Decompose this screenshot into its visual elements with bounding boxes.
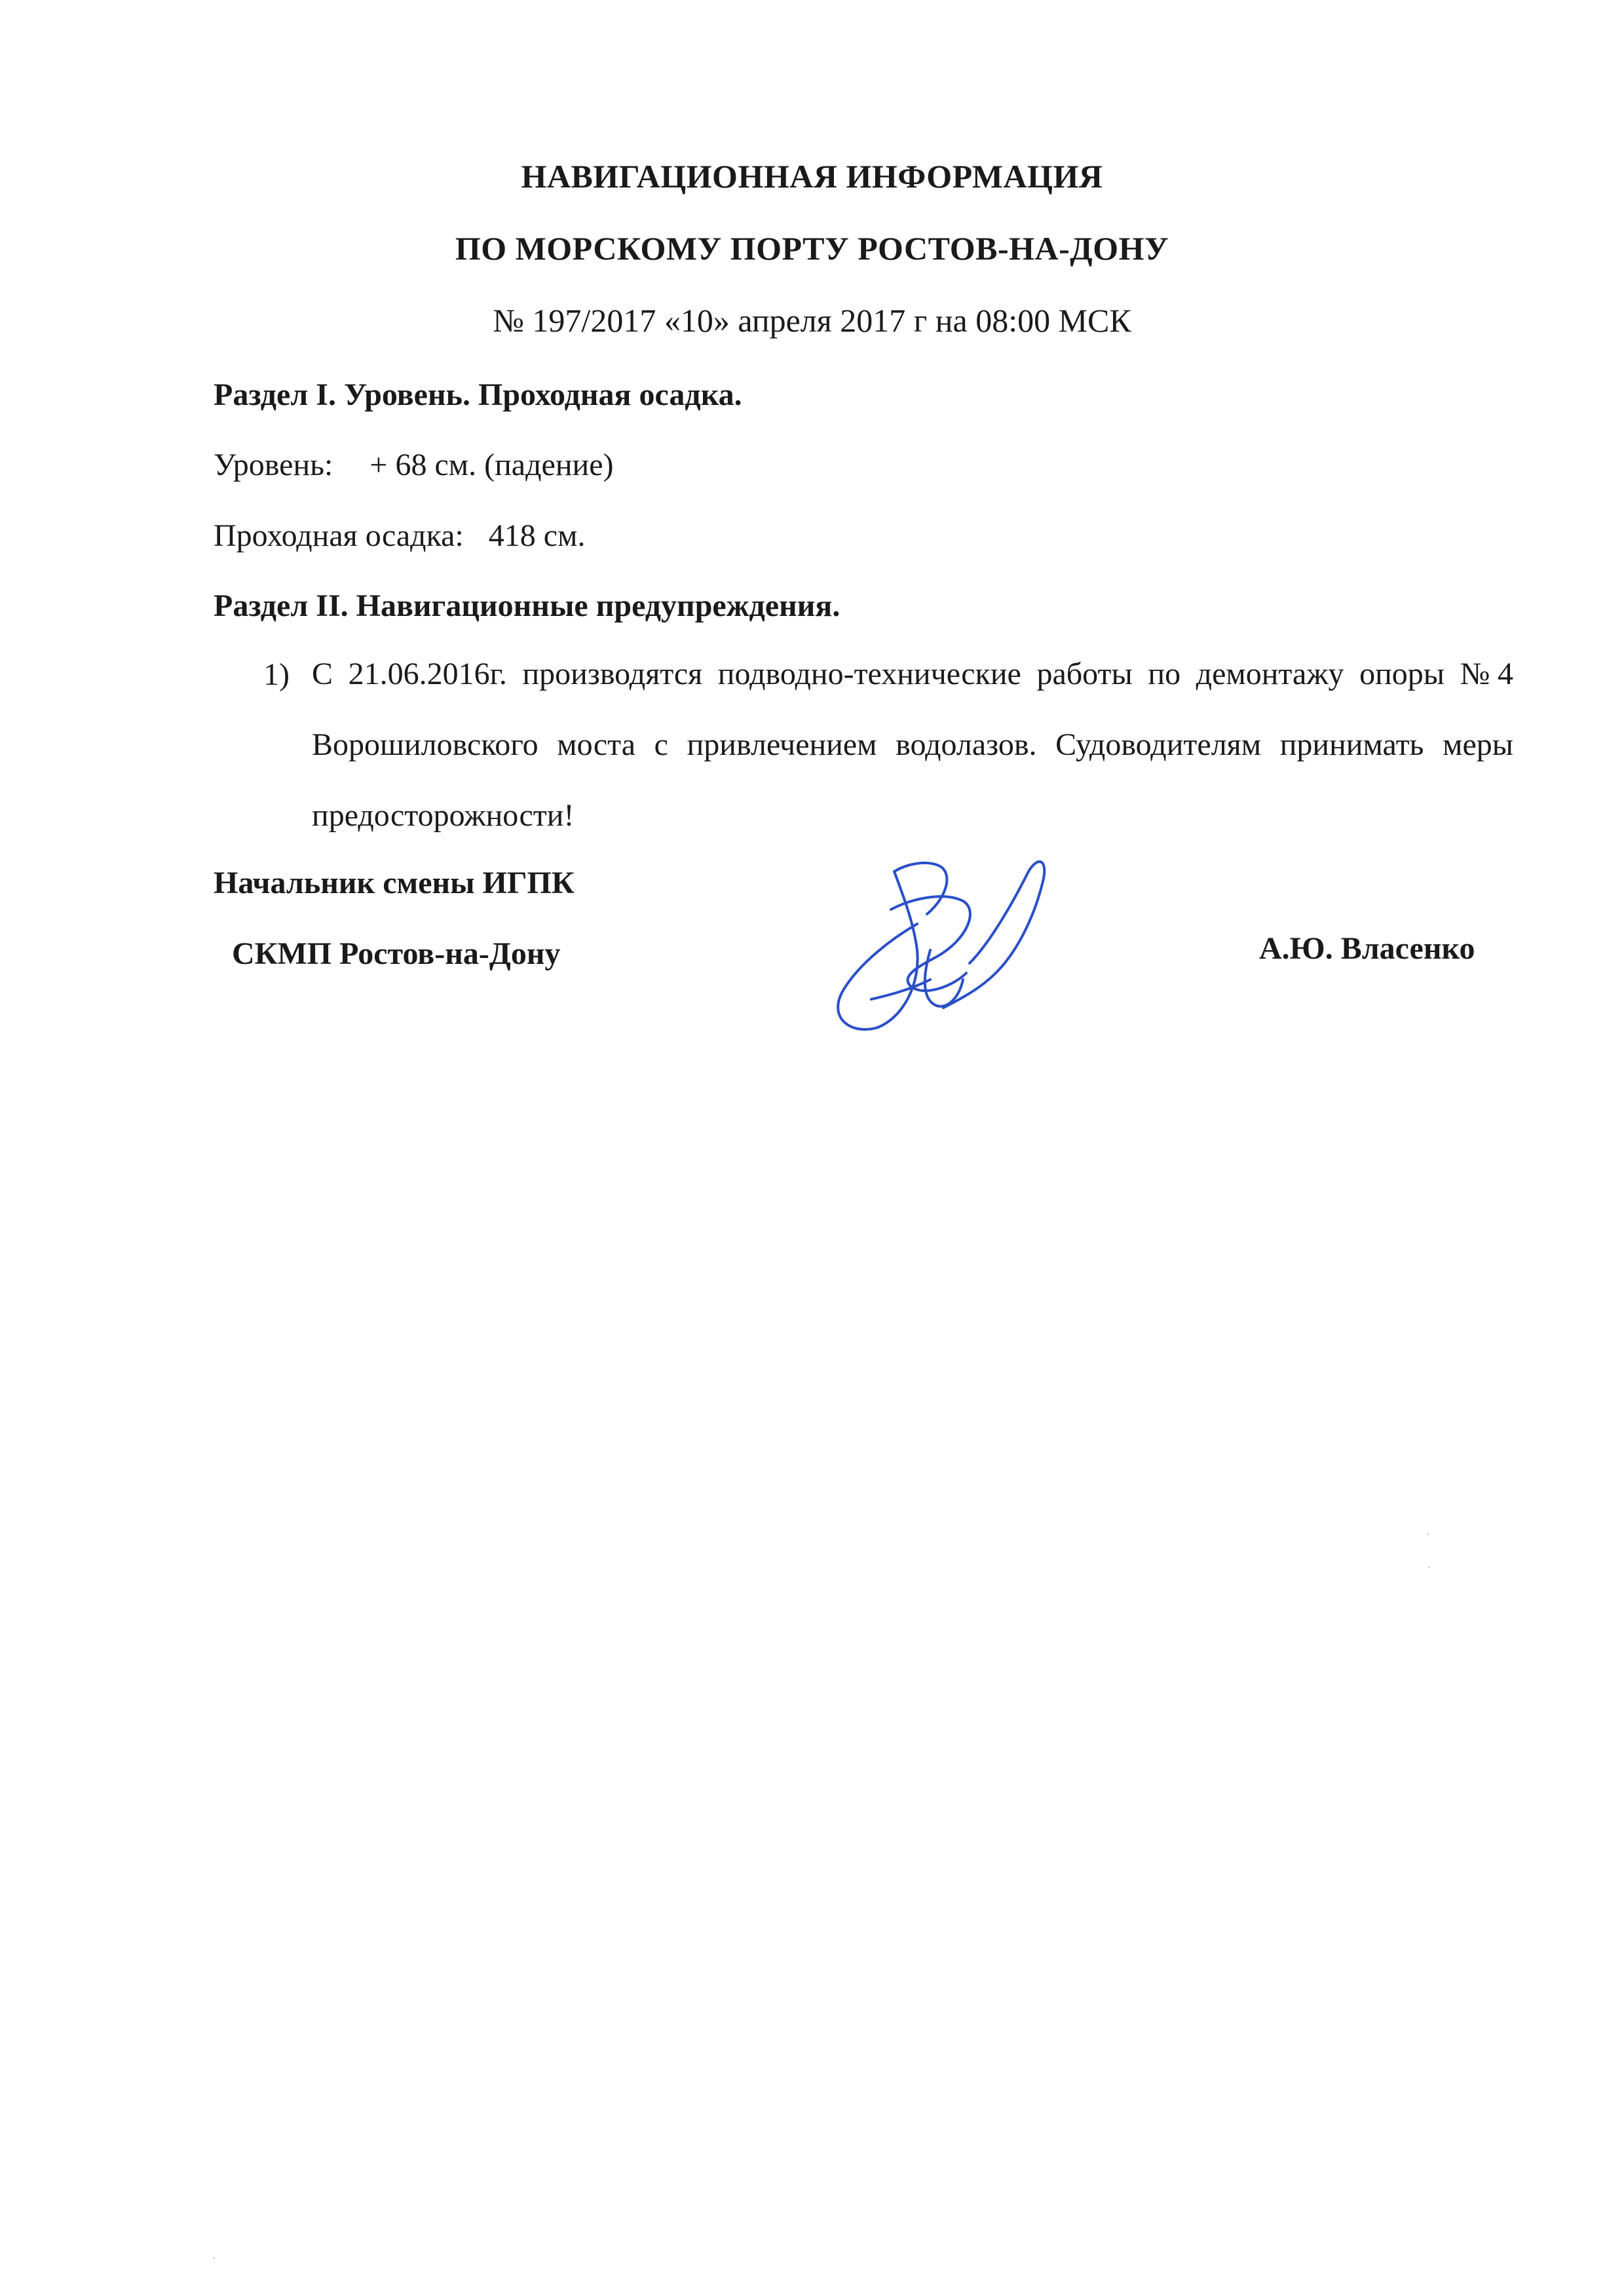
position-line1: Начальник смены ИГПК — [214, 866, 575, 900]
document-title-line1: НАВИГАЦИОННАЯ ИНФОРМАЦИЯ — [521, 158, 1103, 195]
issue-number-date: № 197/2017 «10» апреля 2017 г на 08:00 МСК — [493, 302, 1131, 339]
draft-row — [214, 518, 585, 554]
level-value: + 68 см. (падение) — [369, 448, 614, 482]
position-line2: СКМП Ростов-на-Дону — [232, 936, 561, 971]
level-row — [214, 447, 614, 483]
scan-speck — [1427, 1533, 1429, 1535]
handwritten-signature — [832, 852, 1048, 1042]
scan-speck — [1428, 1566, 1430, 1568]
document-title-line2: ПО МОРСКОМУ ПОРТУ РОСТОВ-НА-ДОНУ — [455, 230, 1169, 267]
signer-name: А.Ю. Власенко — [1259, 931, 1475, 966]
draft-label: Проходная осадка: — [214, 518, 464, 553]
warning-item-text: С 21.06.2016г. производятся подводно-технические работы по демонтажу опоры №4 Ворошиловского моста с привлечением водолазов. Судоводителям принимать меры предосторожности! — [312, 657, 1513, 833]
draft-value: 418 см. — [488, 518, 586, 553]
section1-heading: Раздел I. Уровень. Проходная осадка. — [214, 377, 742, 412]
scan-speck — [213, 2257, 215, 2259]
warning-item-number: 1) — [263, 657, 290, 692]
section2-heading: Раздел II. Навигационные предупреждения. — [214, 588, 840, 623]
level-label: Уровень: — [214, 448, 333, 482]
